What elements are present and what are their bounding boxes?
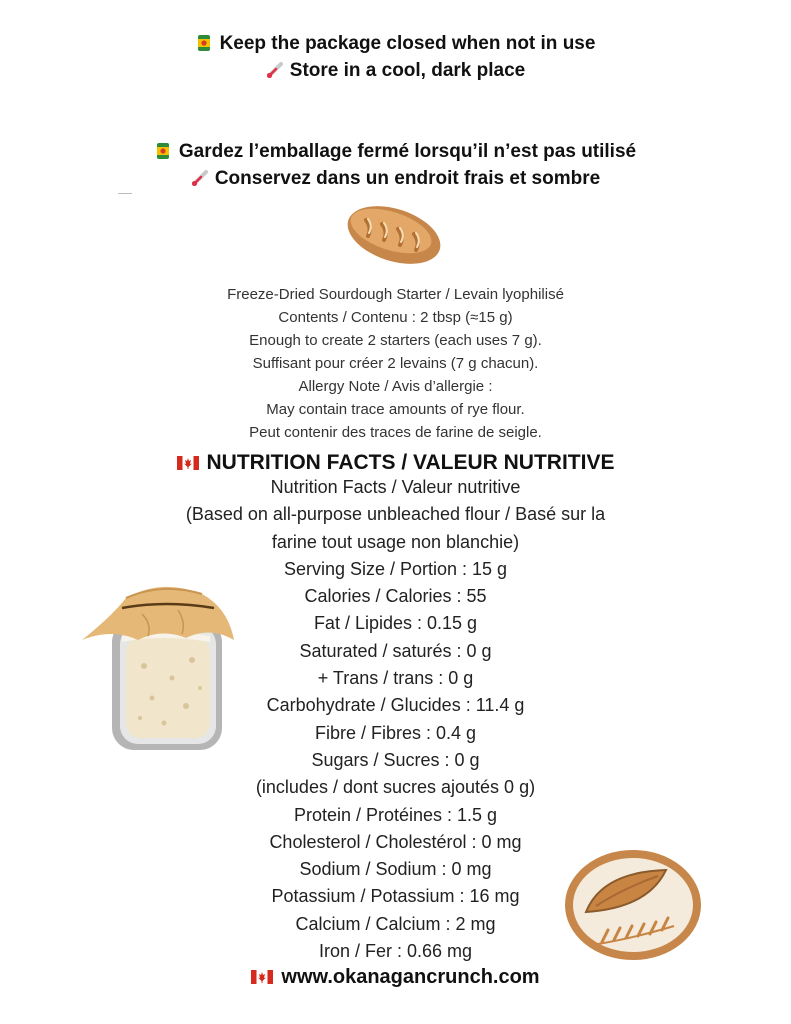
thermometer-icon: [266, 62, 284, 78]
product-info: [0, 283, 791, 444]
nutrition-line: Serving Size / Portion : 15 g: [283, 558, 508, 579]
storage-english: [0, 30, 791, 84]
storage-french: [0, 138, 791, 192]
nutrition-line: Protein / Protéines : 1.5 g: [293, 804, 498, 825]
nutrition-line: Fibre / Fibres : 0.4 g: [314, 722, 477, 743]
starter-jar-illustration: [82, 578, 240, 756]
nutrition-line: + Trans / trans : 0 g: [317, 668, 474, 689]
package-icon: [196, 34, 212, 52]
storage-fr-line-1: Gardez l’emballage fermé lorsqu’il n’est pas utilisé: [0, 138, 791, 165]
footer-website: [0, 964, 791, 990]
canada-flag-icon: [177, 456, 199, 470]
nutrition-line: Potassium / Potassium : 16 mg: [271, 886, 520, 907]
bread-loaf-illustration: [344, 200, 444, 270]
storage-en-line-1: Keep the package closed when not in use: [0, 30, 791, 57]
package-icon: [155, 142, 171, 160]
product-line: Enough to create 2 starters (each uses 7 g).: [249, 332, 542, 349]
product-line: May contain trace amounts of rye flour.: [266, 401, 525, 418]
storage-en-line-2: Store in a cool, dark place: [0, 57, 791, 84]
nutrition-line: farine tout usage non blanchie): [271, 531, 520, 552]
product-line: Allergy Note / Avis d’allergie :: [298, 378, 493, 395]
product-line: Contents / Contenu : 2 tbsp (≈15 g): [278, 309, 513, 326]
nutrition-line: Calcium / Calcium : 2 mg: [295, 913, 496, 934]
product-line: Peut contenir des traces de farine de seigle.: [249, 424, 542, 441]
nutrition-line: Nutrition Facts / Valeur nutritive: [270, 477, 521, 497]
nutrition-line: (includes / dont sucres ajoutés 0 g): [255, 777, 536, 798]
nutrition-line: Calories / Calories : 55: [304, 586, 487, 607]
nutrition-line: Sugars / Sucres : 0 g: [311, 749, 480, 770]
product-line: Freeze-Dried Sourdough Starter / Levain lyophilisé: [227, 286, 564, 303]
nutrition-line: Saturated / saturés : 0 g: [299, 640, 492, 661]
round-loaf-illustration: [562, 846, 704, 964]
nutrition-line: Fat / Lipides : 0.15 g: [313, 613, 478, 634]
nutrition-line: Carbohydrate / Glucides : 11.4 g: [266, 695, 525, 716]
nutrition-line: Sodium / Sodium : 0 mg: [299, 859, 492, 880]
divider-mark: [118, 193, 132, 194]
product-line: Suffisant pour créer 2 levains (7 g chacun).: [252, 355, 539, 372]
nutrition-line: Iron / Fer : 0.66 mg: [318, 941, 473, 962]
nutrition-title: NUTRITION FACTS / VALEUR NUTRITIVE: [0, 450, 791, 476]
thermometer-icon: [191, 170, 209, 186]
nutrition-line: Cholesterol / Cholestérol : 0 mg: [269, 831, 522, 852]
website-link[interactable]: www.okanagancrunch.com: [281, 966, 540, 988]
nutrition-line: (Based on all-purpose unbleached flour / Basé sur la: [185, 504, 606, 525]
storage-fr-line-2: Conservez dans un endroit frais et sombre: [0, 165, 791, 192]
canada-flag-icon: [251, 970, 273, 984]
